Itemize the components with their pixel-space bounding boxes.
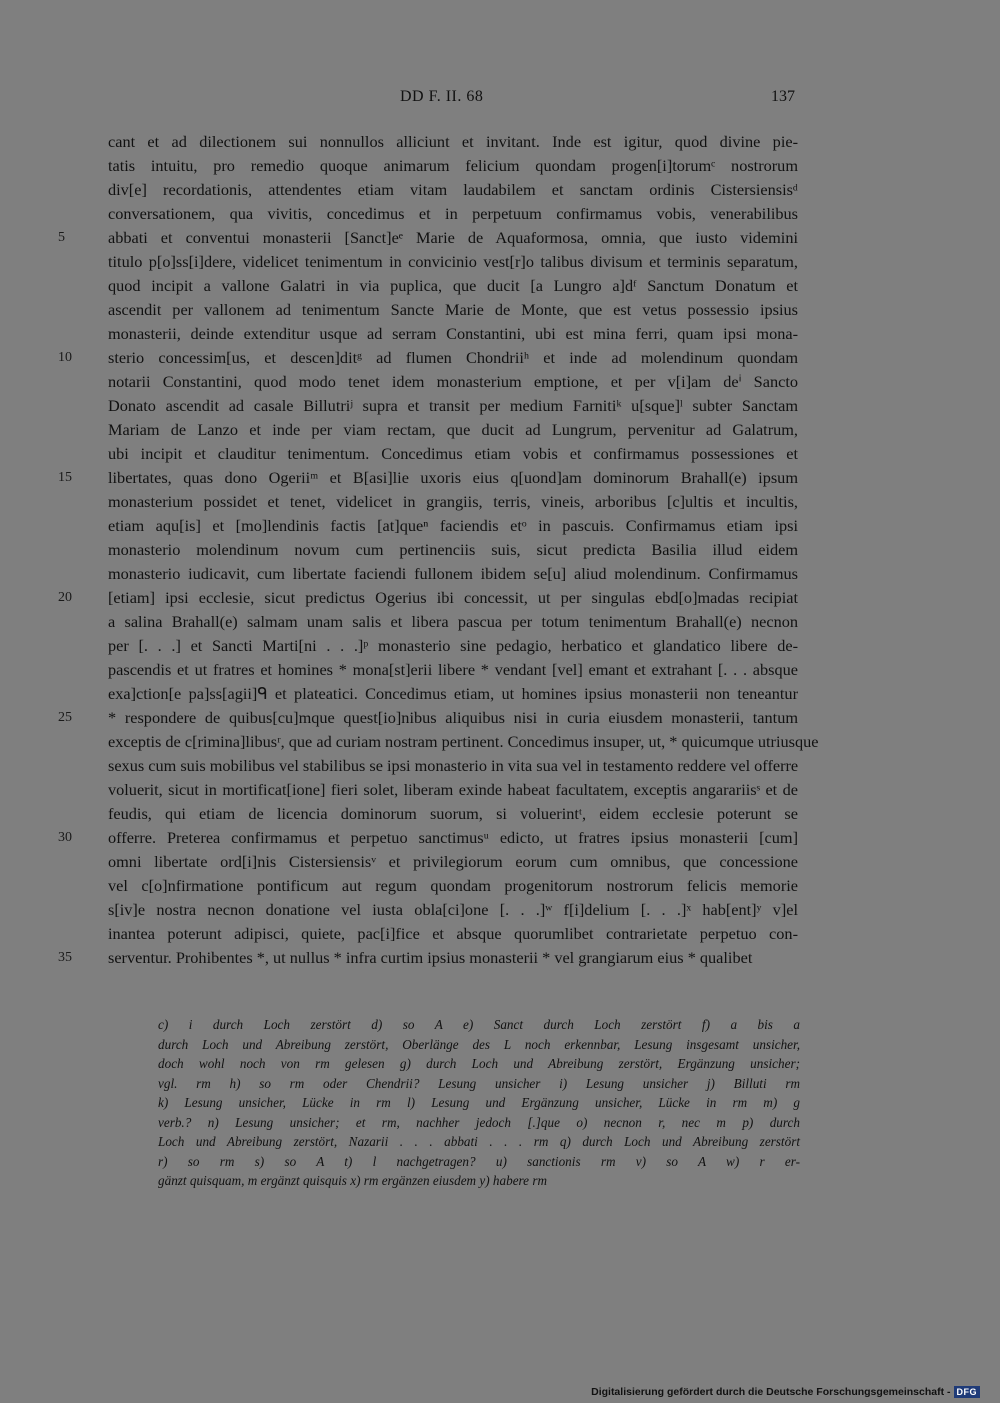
text-line: tatis intuitu, pro remedio quoque animarum felicium quondam progen[i]torumᶜ nostrorum	[108, 156, 798, 175]
text-line: vel c[o]nfirmatione pontificum aut regum quondam progenitorum nostrorum felicis memorie	[108, 876, 798, 895]
footnote-line: vgl. rm h) so rm oder Chendrii? Lesung unsicher i) Lesung unsicher j) Billuti rm	[158, 1075, 800, 1091]
text-line: etiam aqu[is] et [mo]lendinis factis [at]queⁿ faciendis etᵒ in pascuis. Confirmamus etiam ipsi	[108, 516, 798, 535]
text-line: omni libertate ord[i]nis Cistersiensisᵛ et privilegiorum eorum cum omnibus, que concessione	[108, 852, 798, 871]
running-title: DD F. II. 68	[400, 88, 484, 105]
page-number: 137	[771, 88, 795, 105]
text-line: a salina Brahall(e) salmam unam salis et libera pascua per totum tenimentum Brahall(e) necnon	[108, 612, 798, 631]
line-number: 5	[58, 230, 65, 245]
footnote-apparatus	[158, 1015, 800, 1191]
footnote-line: doch wohl noch von rm gelesen g) durch Loch und Abreibung zerstört, Ergänzung unsicher;	[158, 1056, 800, 1071]
text-line: ascendit per vallonem ad tenimentum Sancte Marie de Monte, que est vetus possessio ipsius	[108, 300, 798, 319]
text-line: monasterii, deinde extenditur usque ad serram Constantini, ubi est mina ferri, quam ipsi mona-	[108, 324, 798, 343]
text-line: cant et ad dilectionem sui nonnullos alliciunt et invitant. Inde est igitur, quod divine pie-	[108, 132, 798, 151]
dfg-logo: DFG	[954, 1386, 981, 1398]
line-number: 30	[58, 830, 72, 845]
text-line: [etiam] ipsi ecclesie, sicut predictus Ogerius ibi concessit, ut per singulas ebd[o]madas recipiat	[108, 588, 798, 607]
text-line: div[e] recordationis, attendentes etiam vitam laudabilem et sanctam ordinis Cistersiensisᵈ	[108, 180, 798, 199]
text-line: conversationem, qua vivitis, concedimus et in perpetuum confirmamus vobis, venerabilibus	[108, 204, 798, 223]
text-line: voluerit, sicut in mortificat[ione] fieri solet, liberam exinde habeat facultatem, exceptis angarariisˢ et de	[108, 780, 798, 799]
footnote-line: durch Loch und Abreibung zerstört, Oberlänge des L noch erkennbar, Lesung insgesamt unsicher,	[158, 1036, 800, 1052]
text-line: exceptis de c[rimina]libusʳ, que ad curiam nostram pertinent. Concedimus insuper, ut, * quicumque utriusque	[108, 732, 819, 751]
text-line: titulo p[o]ss[i]dere, videlicet tenimentum in convicinio vest[r]o talibus divisum et terminis separatum,	[108, 252, 798, 271]
text-line: feudis, qui etiam de licencia dominorum suorum, si voluerintᵗ, eidem ecclesie poterunt se	[108, 804, 798, 823]
text-line: monasterio molendinum novum cum pertinenciis suis, sicut predicta Basilia illud eidem	[108, 540, 798, 559]
text-line: pascendis et ut fratres et homines * mona[st]erii libere * vendant [vel] emant et extrahant [. . . absque	[108, 660, 798, 679]
text-line: Mariam de Lanzo et inde per viam rectam, que ducit ad Lungrum, pervenitur ad Galatrum,	[108, 420, 798, 439]
text-line: serventur. Prohibentes *, ut nullus * infra curtim ipsius monasterii * vel grangiarum eius * qualibet	[108, 948, 753, 967]
line-number: 25	[58, 710, 72, 725]
funding-credit	[591, 1386, 980, 1398]
line-number: 20	[58, 590, 72, 605]
text-line: monasterio iudicavit, cum libertate faciendi fullonem ibidem se[u] aliud molendinum. Confirmamus	[108, 564, 798, 583]
footnote-line: gänzt quisquam, m ergänzt quisquis x) rm ergänzen eiusdem y) habere rm	[158, 1173, 547, 1188]
credit-text: Digitalisierung gefördert durch die Deutsche Forschungsgemeinschaft -	[591, 1386, 951, 1398]
text-line: sterio concessim[us, et descen]ditᵍ ad flumen Chondriiʰ et inde ad molendinum quondam	[108, 348, 798, 367]
text-line: ubi incipit et clauditur tenimentum. Concedimus etiam vobis et confirmamus possessiones et	[108, 444, 798, 463]
line-number: 15	[58, 470, 72, 485]
text-line: monasterium possidet et tenet, videlicet in grangiis, terris, vineis, arboribus [c]ultis et incultis,	[108, 492, 798, 511]
text-line: inantea poterunt adipisci, quiete, pac[i]fice et absque quorumlibet contrarietate perpetuo con-	[108, 924, 798, 943]
text-line: offerre. Preterea confirmamus et perpetuo sanctimusᵘ edicto, ut fratres ipsius monasterii [cum]	[108, 828, 798, 847]
running-header	[0, 88, 1000, 110]
text-line: Donato ascendit ad casale Billutriʲ supra et transit per medium Farnitiᵏ u[sque]ˡ subter Sanctam	[108, 396, 798, 415]
text-line: exa]ction[e pa]ss[agii]ᑫ et plateatici. Concedimus etiam, ut homines ipsius monasterii non teneantur	[108, 684, 798, 703]
footnote-line: verb.? n) Lesung unsicher; et rm, nachher jedoch [.]que o) necnon r, nec m p) durch	[158, 1114, 800, 1130]
text-line: abbati et conventui monasterii [Sanct]eᵉ Marie de Aquaformosa, omnia, que iusto videmini	[108, 228, 798, 247]
line-number: 10	[58, 350, 72, 365]
footnote-line: k) Lesung unsicher, Lücke in rm l) Lesung und Ergänzung unsicher, Lücke in rm m) g	[158, 1095, 800, 1110]
main-text	[108, 130, 819, 970]
footnote-line: r) so rm s) so A t) l nachgetragen? u) sanctionis rm v) so A w) r er-	[158, 1153, 800, 1169]
text-line: quod incipit a vallone Galatri in via puplica, que ducit [a Lungro a]dᶠ Sanctum Donatum et	[108, 276, 798, 295]
text-line: per [. . .] et Sancti Marti[ni . . .]ᵖ monasterio sine pedagio, herbatico et glandatico libere de-	[108, 636, 798, 655]
text-line: notarii Constantini, quod modo tenet idem monasterium emptione, et per v[i]am deⁱ Sancto	[108, 372, 798, 391]
text-line: s[iv]e nostra necnon donatione vel iusta obla[ci]one [. . .]ʷ f[i]delium [. . .]ˣ hab[ent]ʸ v]el	[108, 900, 798, 919]
line-number: 35	[58, 950, 72, 965]
text-line: sexus cum suis mobilibus vel stabilibus se ipsi monasterio in vita sua vel in testamento reddere vel offerre	[108, 756, 799, 775]
footnote-line: Loch und Abreibung zerstört, Nazarii . . . abbati . . . rm q) durch Loch und Abreibung zerstört	[158, 1134, 800, 1149]
text-line: * respondere de quibus[cu]mque quest[io]nibus aliquibus nisi in curia eiusdem monasterii, tantum	[108, 708, 798, 727]
footnote-line: c) i durch Loch zerstört d) so A e) Sanct durch Loch zerstört f) a bis a	[158, 1017, 800, 1032]
text-line: libertates, quas dono Ogeriiᵐ et B[asi]lie uxoris eius q[uond]am dominorum Brahall(e) ipsum	[108, 468, 798, 487]
